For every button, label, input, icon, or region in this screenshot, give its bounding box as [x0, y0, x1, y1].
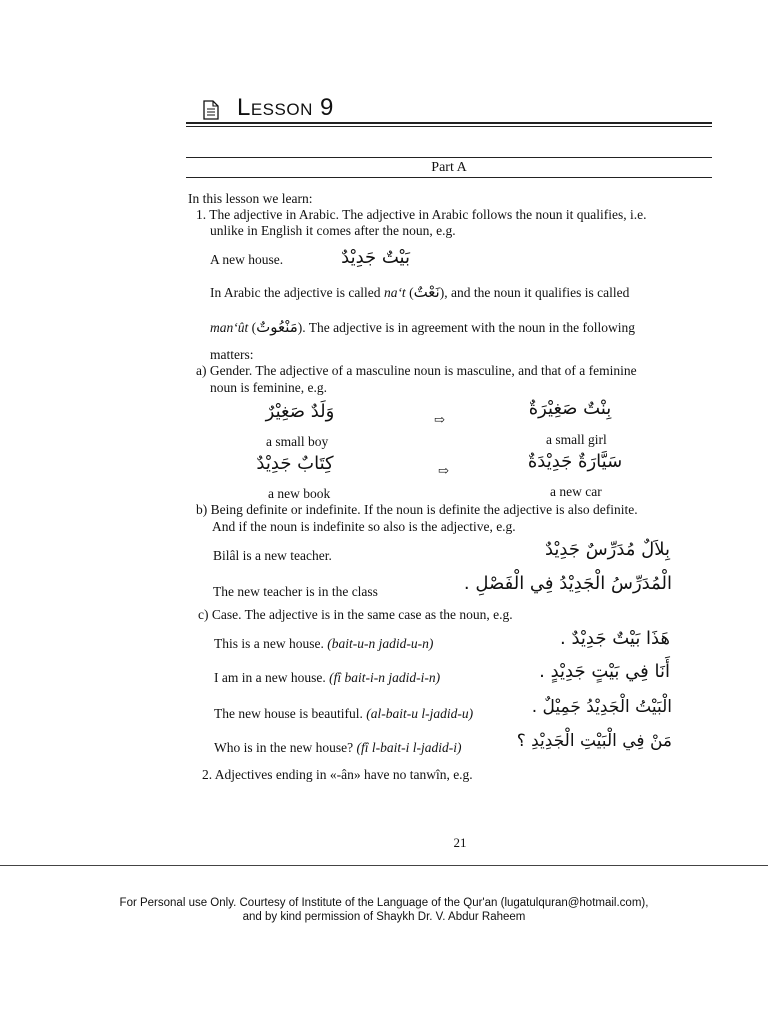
new-book-en: a new book: [268, 486, 331, 501]
case-row-1-translit: (bait-u-n jadid-u-n): [327, 636, 434, 651]
lesson-title: Lesson 9: [237, 94, 334, 121]
item-b-line1: b) Being definite or indefinite. If the noun is definite the adjective is also definite.: [196, 502, 638, 517]
footer-line-2: and by kind permission of Shaykh Dr. V. Abdur Raheem: [242, 911, 526, 923]
item1-paragraph-2: man‘ût (مَنْعُوتٌ). The adjective is in agreement with the noun in the following: [210, 318, 635, 336]
header-rule-top: [186, 122, 712, 124]
document-icon: [203, 100, 219, 120]
case-row-4-ar: مَنْ فِي الْبَيْتِ الْجَدِيْدِ ؟: [516, 731, 672, 751]
footer-line-1: For Personal use Only. Courtesy of Institute of the Language of the Qur'an (lugatulquran@hotmail.com),: [119, 897, 649, 909]
item1-example-ar: بَيْتٌ جَدِيْدٌ: [341, 247, 410, 268]
manut-translit: man‘ût: [210, 320, 249, 335]
case-row-1-ar: هَذَا بَيْتٌ جَدِيْدٌ .: [560, 628, 670, 649]
case-row-1-sentence: This is a new house.: [214, 636, 324, 651]
case-row-3-sentence: The new house is beautiful.: [214, 706, 363, 721]
part-title: Part A: [431, 160, 467, 175]
item-a-line1: a) Gender. The adjective of a masculine noun is masculine, and that of a feminine: [196, 363, 637, 378]
case-row-3-en: [214, 706, 473, 722]
item1-para-b: , and the noun it qualifies is called: [444, 285, 630, 300]
case-row-3-ar: الْبَيْتُ الْجَدِيْدُ جَمِيْلٌ .: [531, 697, 672, 717]
item1-para-a: In Arabic the adjective is called: [210, 285, 381, 300]
new-car-ar: سَيَّارَةٌ جَدِيْدَةٌ: [527, 451, 623, 472]
item-b-ex1-ar: بِلاَلٌ مُدَرِّسٌ جَدِيْدٌ: [544, 539, 670, 560]
case-row-2-sentence: I am in a new house.: [214, 670, 326, 685]
item2-text: 2. Adjectives ending in «-ân» have no tanwîn, e.g.: [202, 767, 473, 782]
case-row-4-en: [214, 740, 461, 756]
item-b-ex1-en: Bilâl is a new teacher.: [213, 548, 332, 563]
case-row-2-en: [214, 670, 440, 686]
part-rule-top: [186, 157, 712, 158]
new-book-ar: كِتَابٌ جَدِيْدٌ: [256, 453, 334, 474]
case-row-2-ar: أَنَا فِي بَيْتٍ جَدِيْدٍ .: [539, 661, 670, 682]
item-b-line2: And if the noun is indefinite so also is the adjective, e.g.: [212, 519, 516, 534]
item1-example-en: A new house.: [210, 252, 284, 267]
naat-translit: na‘t: [383, 285, 406, 300]
small-girl-ar: بِنْتٌ صَغِيْرَةٌ: [528, 398, 612, 419]
lesson-header: [203, 96, 723, 124]
page-number: 21: [453, 835, 467, 850]
header-rule-bottom: [186, 126, 712, 127]
item1-line2: unlike in English it comes after the noun, e.g.: [210, 223, 456, 238]
arrow-2: ⇨: [438, 463, 449, 478]
item-b-ex2-en: The new teacher is in the class: [213, 584, 378, 599]
new-car-en: a new car: [550, 484, 602, 499]
footer-rule: [0, 865, 768, 866]
item-b-ex2-ar: الْمُدَرِّسُ الْجَدِيْدُ فِي الْفَصْلِ .: [463, 573, 672, 594]
case-row-2-translit: (fî bait-i-n jadid-i-n): [329, 670, 441, 685]
part-rule-bottom: [186, 177, 712, 178]
item1-line1: 1. The adjective in Arabic. The adjective in Arabic follows the noun it qualifies, i.e.: [196, 207, 647, 222]
small-boy-ar: وَلَدٌ صَغِيْرٌ: [265, 401, 335, 422]
case-row-4-sentence: Who is in the new house?: [214, 740, 354, 755]
item-c-line1: c) Case. The adjective is in the same case as the noun, e.g.: [198, 607, 513, 622]
case-row-4-translit: (fî l-bait-i l-jadid-i): [356, 740, 462, 755]
small-boy-en: a small boy: [266, 434, 329, 449]
item1-para-d: matters:: [210, 347, 254, 362]
arrow-1: ⇨: [434, 412, 445, 427]
item1-paragraph: In Arabic the adjective is called na‘t (نَعْتٌ), and the noun it qualifies is called: [210, 283, 630, 301]
case-row-3-translit: (al-bait-u l-jadid-u): [366, 706, 474, 721]
item-a-line2: noun is feminine, e.g.: [210, 380, 327, 395]
item1-para-c: . The adjective is in agreement with the noun in the following: [302, 320, 635, 335]
manut-arabic: مَنْعُوتٌ: [256, 318, 298, 336]
naat-arabic: نَعْتٌ: [413, 283, 440, 301]
intro-text: In this lesson we learn:: [188, 191, 313, 206]
small-girl-en: a small girl: [546, 432, 607, 447]
case-row-1-en: [214, 636, 433, 652]
